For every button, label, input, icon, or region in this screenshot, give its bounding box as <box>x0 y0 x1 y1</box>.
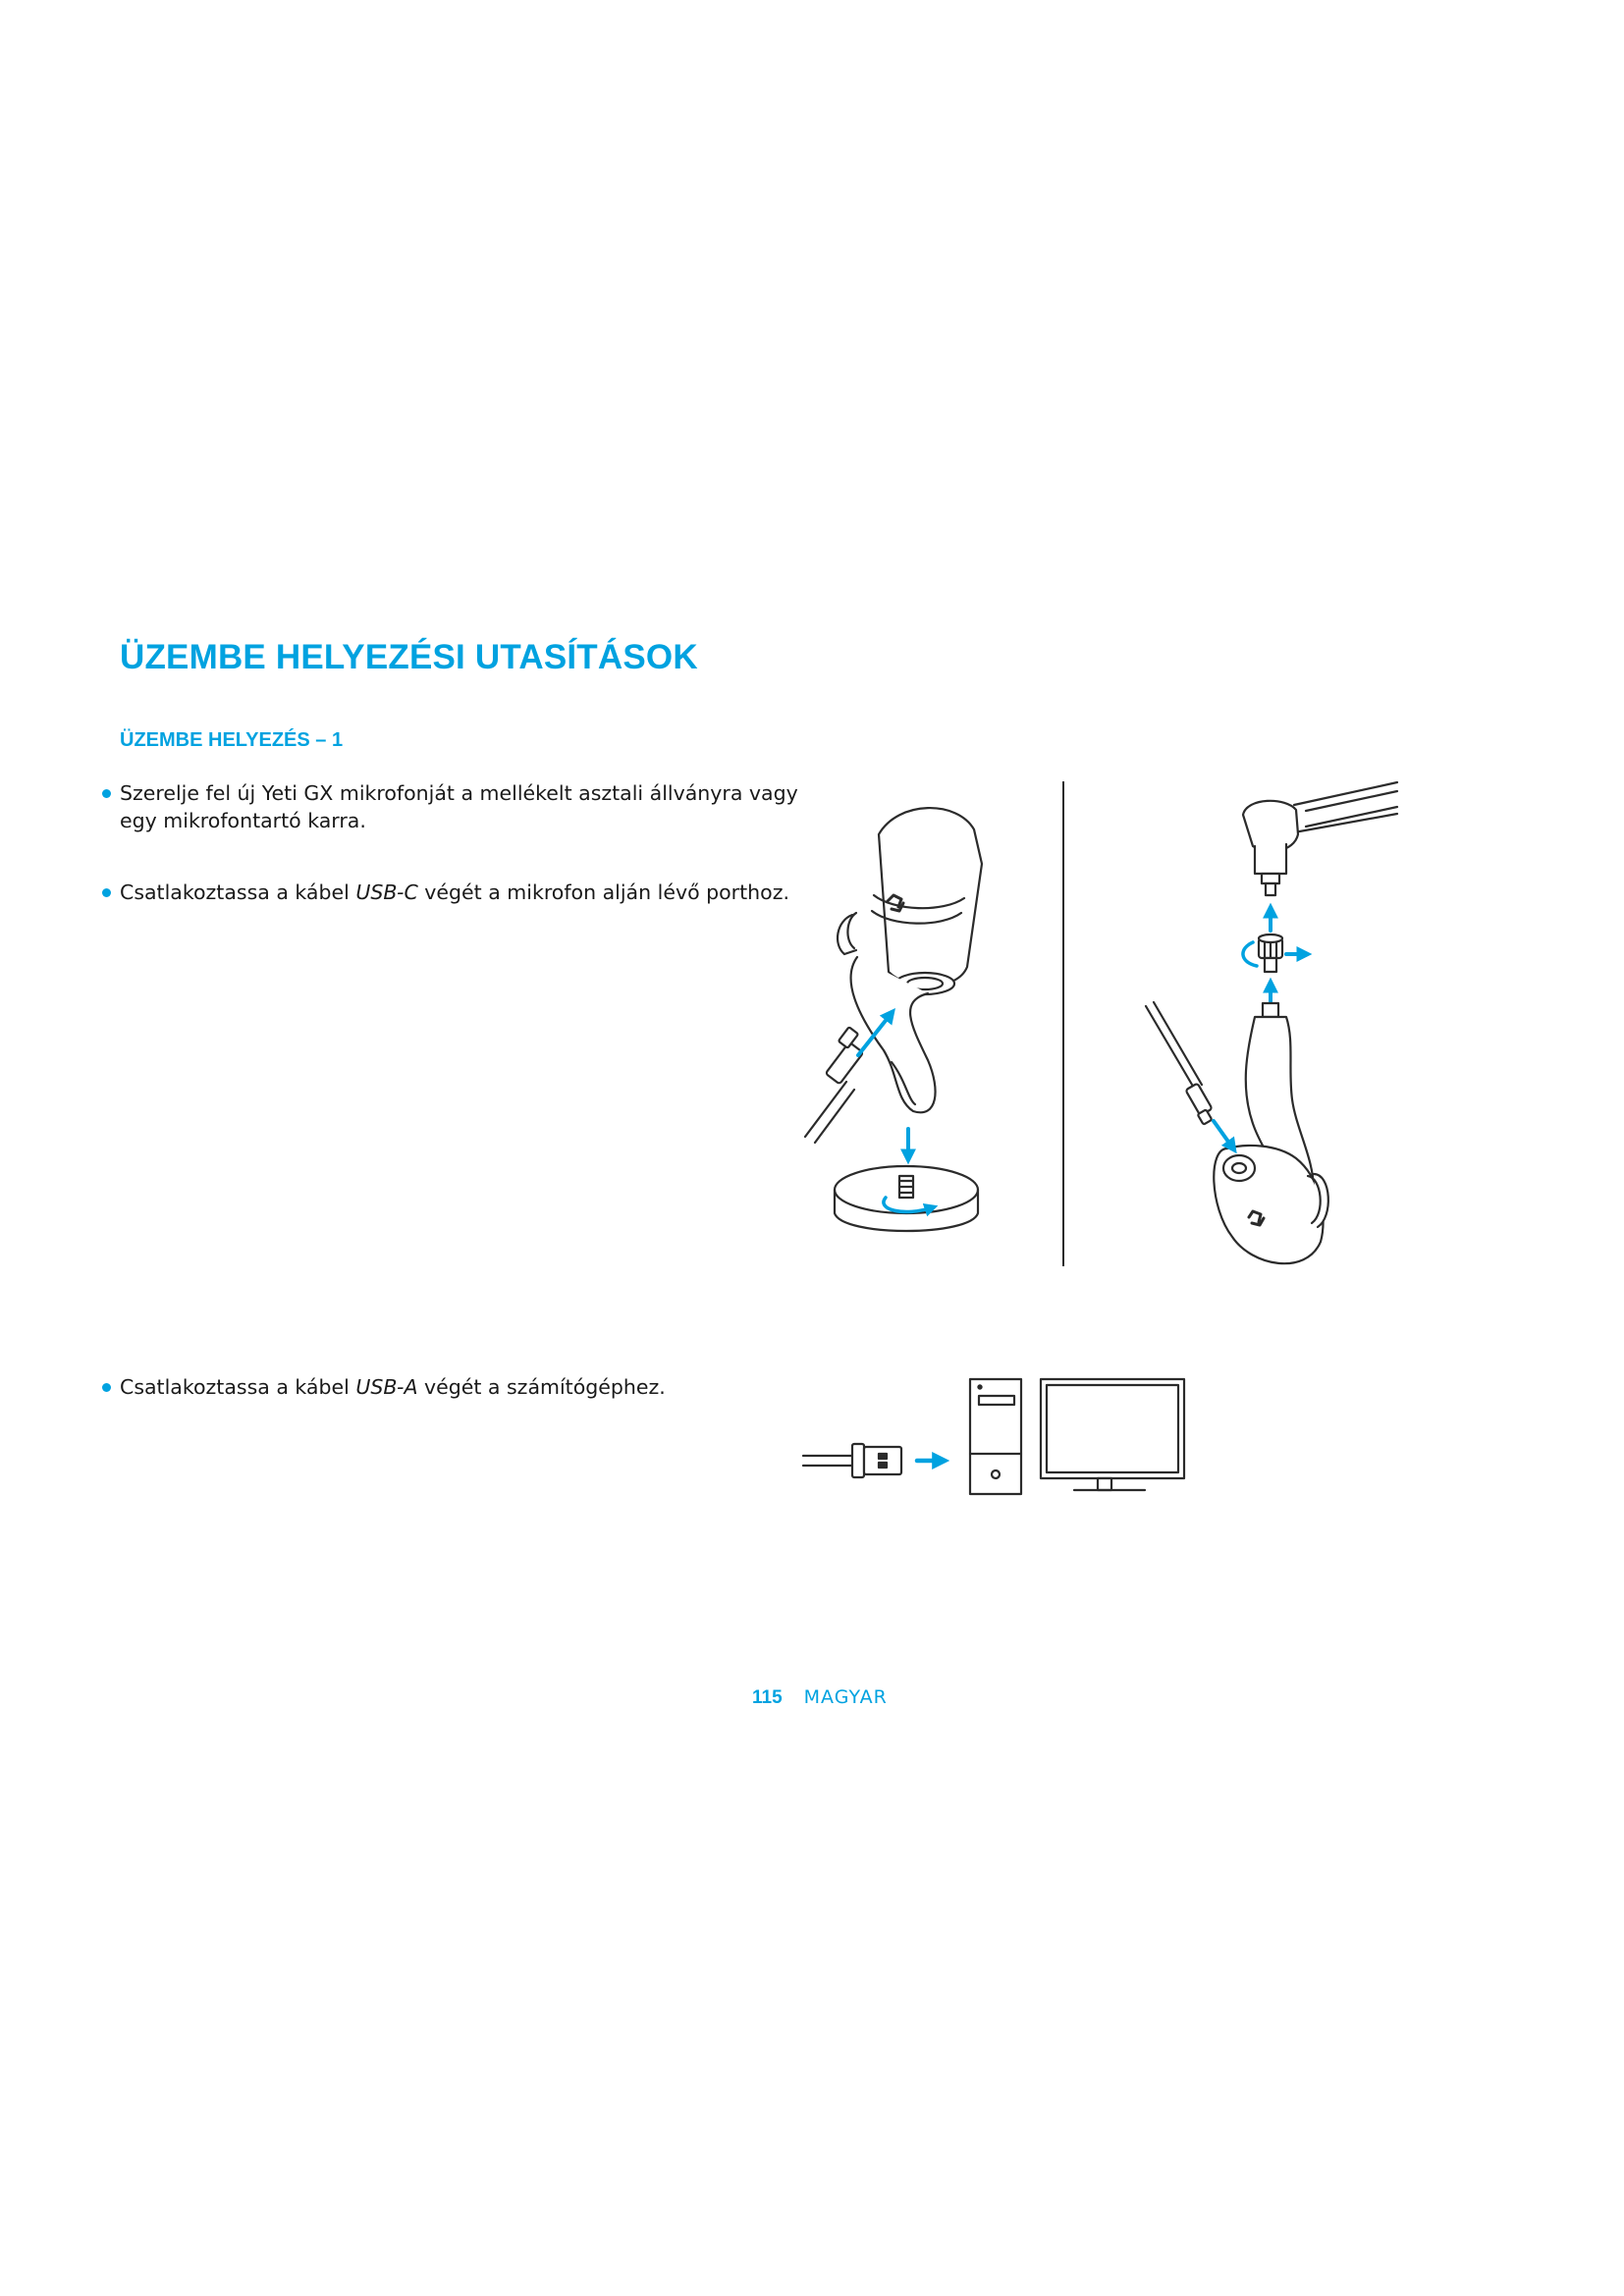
boom-arm-illustration <box>1146 782 1397 1263</box>
desk-stand-illustration <box>805 808 982 1231</box>
page-title: ÜZEMBE HELYEZÉSI UTASÍTÁSOK <box>120 638 698 676</box>
page-number: 115 <box>752 1687 783 1708</box>
section-title: ÜZEMBE HELYEZÉS – 1 <box>120 729 344 751</box>
usb-c-label: USB-C <box>355 881 418 904</box>
page-footer <box>752 1686 888 1709</box>
step-3-text: Csatlakoztassa a kábel USB-A végét a számítógéphez. <box>120 1375 666 1399</box>
step-2-text: Csatlakoztassa a kábel USB-C végét a mikrofon alján lévő porthoz. <box>120 881 789 904</box>
usb-a-label: USB-A <box>355 1375 418 1399</box>
language-label: MAGYAR <box>803 1686 888 1708</box>
step-1-text: Szerelje fel új Yeti GX mikrofonját a mellékelt asztali állványra vagy egy mikrofontartó karra. <box>120 781 798 832</box>
computer-connection-illustration <box>803 1379 1184 1494</box>
